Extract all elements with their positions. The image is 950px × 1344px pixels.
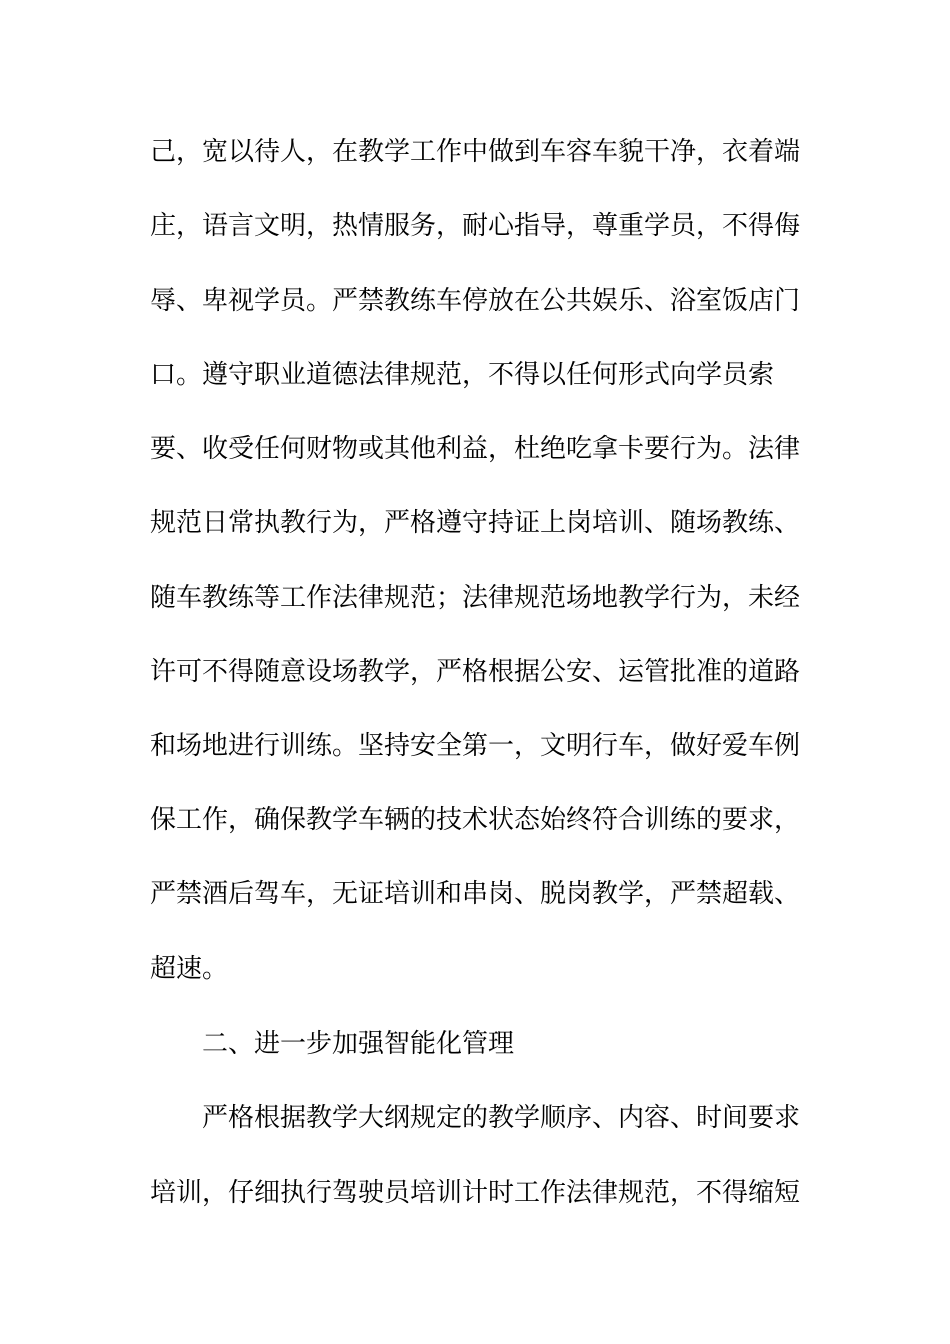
body-text-line: 口。遵守职业道德法律规范，不得以任何形式向学员索 bbox=[150, 360, 775, 390]
body-text-line: 许可不得随意设场教学，严格根据公安、运管批准的道路 bbox=[150, 657, 801, 687]
body-text-line: 严格根据教学大纲规定的教学顺序、内容、时间要求 bbox=[202, 1103, 801, 1133]
body-text-line: 规范日常执教行为，严格遵守持证上岗培训、随场教练、 bbox=[150, 508, 801, 538]
body-text-line: 培训，仔细执行驾驶员培训计时工作法律规范，不得缩短 bbox=[150, 1178, 801, 1208]
body-text-line: 严禁酒后驾车，无证培训和串岗、脱岗教学，严禁超载、 bbox=[150, 879, 801, 909]
body-text-line: 辱、卑视学员。严禁教练车停放在公共娱乐、浴室饭店门 bbox=[150, 286, 801, 316]
body-text-line: 和场地进行训练。坚持安全第一，文明行车，做好爱车例 bbox=[150, 731, 801, 761]
body-text-line: 己，宽以待人，在教学工作中做到车容车貌干净，衣着端 bbox=[150, 137, 801, 167]
body-text-line: 超速。 bbox=[150, 954, 229, 984]
body-text-line: 随车教练等工作法律规范；法律规范场地教学行为，未经 bbox=[150, 583, 801, 613]
body-text-line: 要、收受任何财物或其他利益，杜绝吃拿卡要行为。法律 bbox=[150, 434, 801, 464]
body-text-line: 保工作，确保教学车辆的技术状态始终符合训练的要求， bbox=[150, 805, 801, 835]
body-text-line: 庄，语言文明，热情服务，耐心指导，尊重学员，不得侮 bbox=[150, 211, 801, 241]
section-heading: 二、进一步加强智能化管理 bbox=[202, 1029, 515, 1059]
